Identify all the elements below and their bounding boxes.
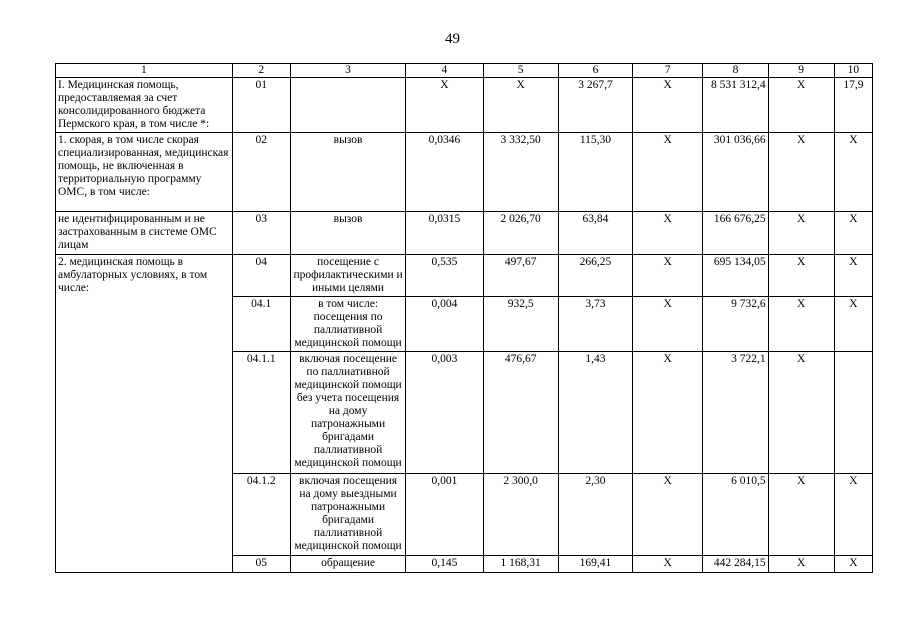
row-code-cell: 04.1.2 bbox=[232, 474, 290, 556]
value-cell-col10 bbox=[834, 352, 872, 474]
row-code-cell: 04.1 bbox=[232, 297, 290, 352]
data-table bbox=[55, 63, 873, 573]
value-cell-col4: 0,001 bbox=[406, 474, 483, 556]
row-unit-cell: включая посещения на дому выездными патронажными бригадами паллиативной медицинской помощи bbox=[290, 474, 405, 556]
column-header: 8 bbox=[703, 64, 768, 78]
row-unit-cell: вызов bbox=[290, 133, 405, 212]
row-name-cell: 1. скорая, в том числе скорая специализированная, медицинская помощь, не включенная в территориальную программу ОМС, в том числе: bbox=[56, 133, 233, 212]
value-cell-col10: 17,9 bbox=[834, 78, 872, 133]
value-cell-col6: 115,30 bbox=[558, 133, 632, 212]
value-cell-col6: 2,30 bbox=[558, 474, 632, 556]
value-cell-col9: X bbox=[768, 474, 834, 556]
row-name-cell: I. Медицинская помощь, предоставляемая за счет консолидированного бюджета Пермского края, в том числе *: bbox=[56, 78, 233, 133]
value-cell-col8: 6 010,5 bbox=[703, 474, 768, 556]
value-cell-col9: X bbox=[768, 352, 834, 474]
table-row bbox=[56, 255, 873, 297]
column-header: 1 bbox=[56, 64, 233, 78]
value-cell-col5: 1 168,31 bbox=[483, 556, 558, 573]
value-cell-col4: 0,145 bbox=[406, 556, 483, 573]
value-cell-col9: X bbox=[768, 78, 834, 133]
value-cell-col7: X bbox=[633, 297, 703, 352]
row-unit-cell bbox=[290, 78, 405, 133]
row-code-cell: 01 bbox=[232, 78, 290, 133]
table-row bbox=[56, 78, 873, 133]
table-row bbox=[56, 212, 873, 255]
value-cell-col9: X bbox=[768, 297, 834, 352]
value-cell-col4: 0,0346 bbox=[406, 133, 483, 212]
value-cell-col10: X bbox=[834, 255, 872, 297]
value-cell-col9: X bbox=[768, 255, 834, 297]
value-cell-col7: X bbox=[633, 556, 703, 573]
value-cell-col4: X bbox=[406, 78, 483, 133]
value-cell-col5: 3 332,50 bbox=[483, 133, 558, 212]
value-cell-col6: 266,25 bbox=[558, 255, 632, 297]
value-cell-col6: 3 267,7 bbox=[558, 78, 632, 133]
value-cell-col9: X bbox=[768, 212, 834, 255]
column-header: 6 bbox=[558, 64, 632, 78]
value-cell-col4: 0,0315 bbox=[406, 212, 483, 255]
value-cell-col5: 932,5 bbox=[483, 297, 558, 352]
column-header: 3 bbox=[290, 64, 405, 78]
value-cell-col8: 442 284,15 bbox=[703, 556, 768, 573]
row-code-cell: 04 bbox=[232, 255, 290, 297]
value-cell-col6: 169,41 bbox=[558, 556, 632, 573]
value-cell-col10: X bbox=[834, 212, 872, 255]
value-cell-col5: 476,67 bbox=[483, 352, 558, 474]
value-cell-col7: X bbox=[633, 212, 703, 255]
value-cell-col9: X bbox=[768, 556, 834, 573]
column-header: 2 bbox=[232, 64, 290, 78]
value-cell-col4: 0,003 bbox=[406, 352, 483, 474]
value-cell-col8: 695 134,05 bbox=[703, 255, 768, 297]
value-cell-col8: 8 531 312,4 bbox=[703, 78, 768, 133]
value-cell-col6: 1,43 bbox=[558, 352, 632, 474]
column-header: 5 bbox=[483, 64, 558, 78]
row-unit-cell: вызов bbox=[290, 212, 405, 255]
value-cell-col5: 2 026,70 bbox=[483, 212, 558, 255]
value-cell-col7: X bbox=[633, 474, 703, 556]
value-cell-col7: X bbox=[633, 133, 703, 212]
row-name-cell: не идентифицированным и не застрахованным в системе ОМС лицам bbox=[56, 212, 233, 255]
row-code-cell: 02 bbox=[232, 133, 290, 212]
row-code-cell: 04.1.1 bbox=[232, 352, 290, 474]
page-number: 49 bbox=[445, 31, 460, 47]
value-cell-col6: 63,84 bbox=[558, 212, 632, 255]
row-name-cell: 2. медицинская помощь в амбулаторных условиях, в том числе: bbox=[56, 255, 233, 573]
table-row bbox=[56, 133, 873, 212]
value-cell-col8: 3 722,1 bbox=[703, 352, 768, 474]
column-header: 9 bbox=[768, 64, 834, 78]
column-header: 4 bbox=[406, 64, 483, 78]
row-unit-cell: обращение bbox=[290, 556, 405, 573]
value-cell-col5: 2 300,0 bbox=[483, 474, 558, 556]
value-cell-col10: X bbox=[834, 133, 872, 212]
value-cell-col4: 0,004 bbox=[406, 297, 483, 352]
value-cell-col10: X bbox=[834, 297, 872, 352]
column-header: 7 bbox=[633, 64, 703, 78]
value-cell-col10: X bbox=[834, 556, 872, 573]
value-cell-col7: X bbox=[633, 352, 703, 474]
column-header: 10 bbox=[834, 64, 872, 78]
value-cell-col10: X bbox=[834, 474, 872, 556]
row-unit-cell: включая посещение по паллиативной медицинской помощи без учета посещения на дому патронажными бригадами паллиативной медицинской помощи bbox=[290, 352, 405, 474]
row-code-cell: 03 bbox=[232, 212, 290, 255]
value-cell-col9: X bbox=[768, 133, 834, 212]
row-unit-cell: посещение с профилактическими и иными целями bbox=[290, 255, 405, 297]
value-cell-col7: X bbox=[633, 78, 703, 133]
value-cell-col8: 9 732,6 bbox=[703, 297, 768, 352]
value-cell-col7: X bbox=[633, 255, 703, 297]
row-unit-cell: в том числе: посещения по паллиативной медицинской помощи bbox=[290, 297, 405, 352]
value-cell-col5: 497,67 bbox=[483, 255, 558, 297]
value-cell-col8: 166 676,25 bbox=[703, 212, 768, 255]
table-header-row bbox=[56, 64, 873, 78]
value-cell-col6: 3,73 bbox=[558, 297, 632, 352]
value-cell-col8: 301 036,66 bbox=[703, 133, 768, 212]
value-cell-col4: 0,535 bbox=[406, 255, 483, 297]
value-cell-col5: X bbox=[483, 78, 558, 133]
row-code-cell: 05 bbox=[232, 556, 290, 573]
